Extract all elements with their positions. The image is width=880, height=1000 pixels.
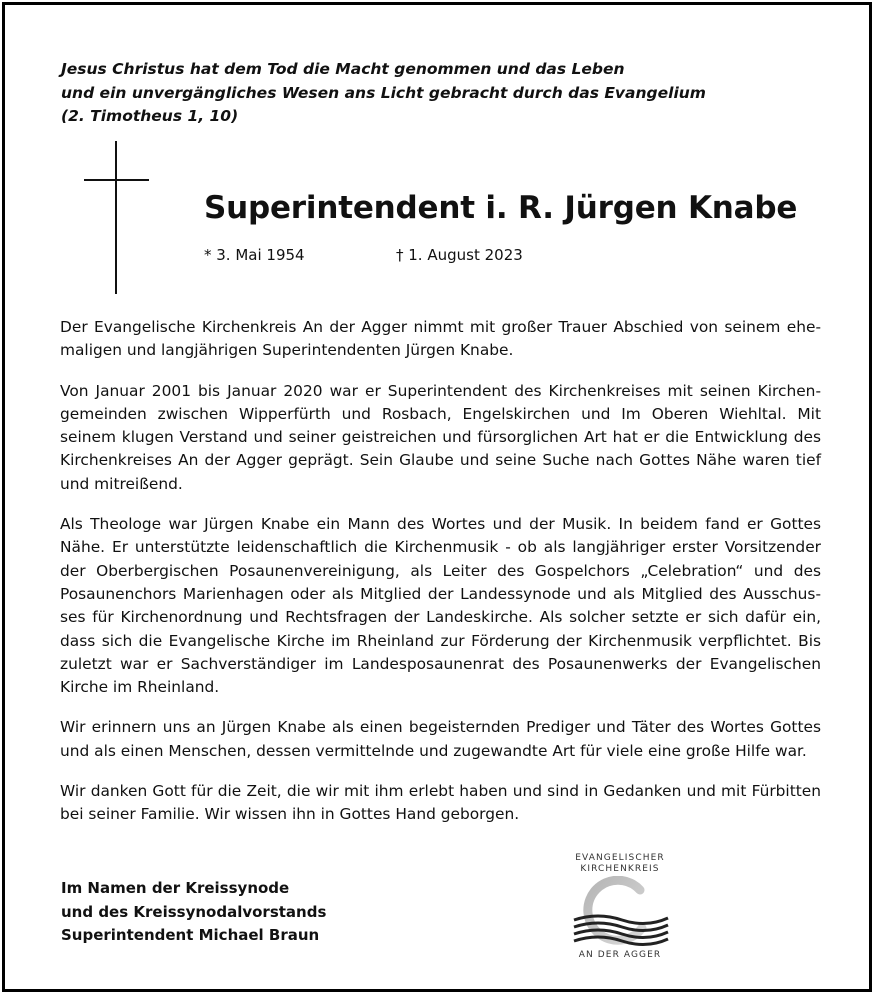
- signatory-name: Superintendent Michael Braun: [61, 926, 320, 944]
- paragraph: Wir danken Gott für die Zeit, die wir mit ihm erlebt haben und sind in Gedanken und mit Fürbitten bei seiner Familie. Wir wissen ihn in Gottes Hand geborgen.: [60, 782, 821, 824]
- signature-line: und des Kreissynodalvorstands: [61, 902, 327, 921]
- logo-line: EVANGELISCHER: [575, 853, 665, 863]
- logo-line: KIRCHENKREIS: [580, 864, 660, 874]
- logo-bottom-text: AN DER AGGER: [578, 950, 662, 960]
- bible-verse: [61, 58, 821, 129]
- death-date: † 1. August 2023: [396, 246, 523, 264]
- paragraph: Wir erinnern uns an Jürgen Knabe als einen begeisternden Prediger und Täter des Wortes Gottes und als einen Menschen, dessen vermittelnde und zugewandte Art für viele eine große Hilfe war.: [60, 718, 821, 760]
- kirchenkreis-logo: [562, 852, 678, 964]
- paragraph: Der Evangelische Kirchenkreis An der Agger nimmt mit großer Trauer Abschied von seinem ehemaligen und langjährigen Superintendenten Jürgen Knabe.: [60, 318, 821, 360]
- deceased-name: Superintendent i. R. Jürgen Knabe: [204, 190, 798, 226]
- logo-top-text: [562, 853, 678, 875]
- verse-line: und ein unvergängliches Wesen ans Licht gebracht durch das Evangelium: [61, 83, 706, 102]
- paragraph: Von Januar 2001 bis Januar 2020 war er Superintendent des Kirchenkreises mit seinen Kirchengemeinden zwischen Wipperfürth und Rosbach, Engelskirchen und Im Oberen Wiehltal. Mit seinem klugen Verstand und seiner geistreichen und fürsorglichen Art hat er die Entwicklung des Kirchenkreises An der Agger geprägt. Sein Glaube und seine Suche nach Gottes Nähe waren tief und mitreißend.: [60, 381, 821, 493]
- obituary-text: [60, 316, 821, 844]
- latin-cross-icon: [84, 140, 150, 295]
- kirchenkreis-logo-icon: [570, 876, 670, 948]
- birth-date: * 3. Mai 1954: [204, 246, 305, 264]
- verse-reference: (2. Timotheus 1, 10): [61, 107, 239, 125]
- verse-line: Jesus Christus hat dem Tod die Macht genommen und das Leben: [61, 60, 625, 78]
- signature-line: Im Namen der Kreissynode: [61, 879, 290, 897]
- signature-block: [61, 877, 326, 948]
- paragraph: Als Theologe war Jürgen Knabe ein Mann des Wortes und der Musik. In beidem fand er Gottes Nähe. Er unterstützte leidenschaftlich die Kirchenmusik - ob als langjähriger erster Vorsitzender der Oberbergischen Posaunenvereinigung, als Leiter des Gospelchors „Celebration“ und des Posaunenchors Marienhagen oder als Mitglied der Landessynode und als Mitglied des Ausschusses für Kirchenordnung und Rechtsfragen der Landeskirche. Als solcher setzte er sich dafür ein, dass sich die Evangelische Kirche im Rheinland zur Förderung der Kirchenmusik verpflichtet. Bis zuletzt war er Sachverständiger im Landesposaunenrat des Posaunenwerks der Evangelischen Kirche im Rheinland.: [60, 515, 821, 697]
